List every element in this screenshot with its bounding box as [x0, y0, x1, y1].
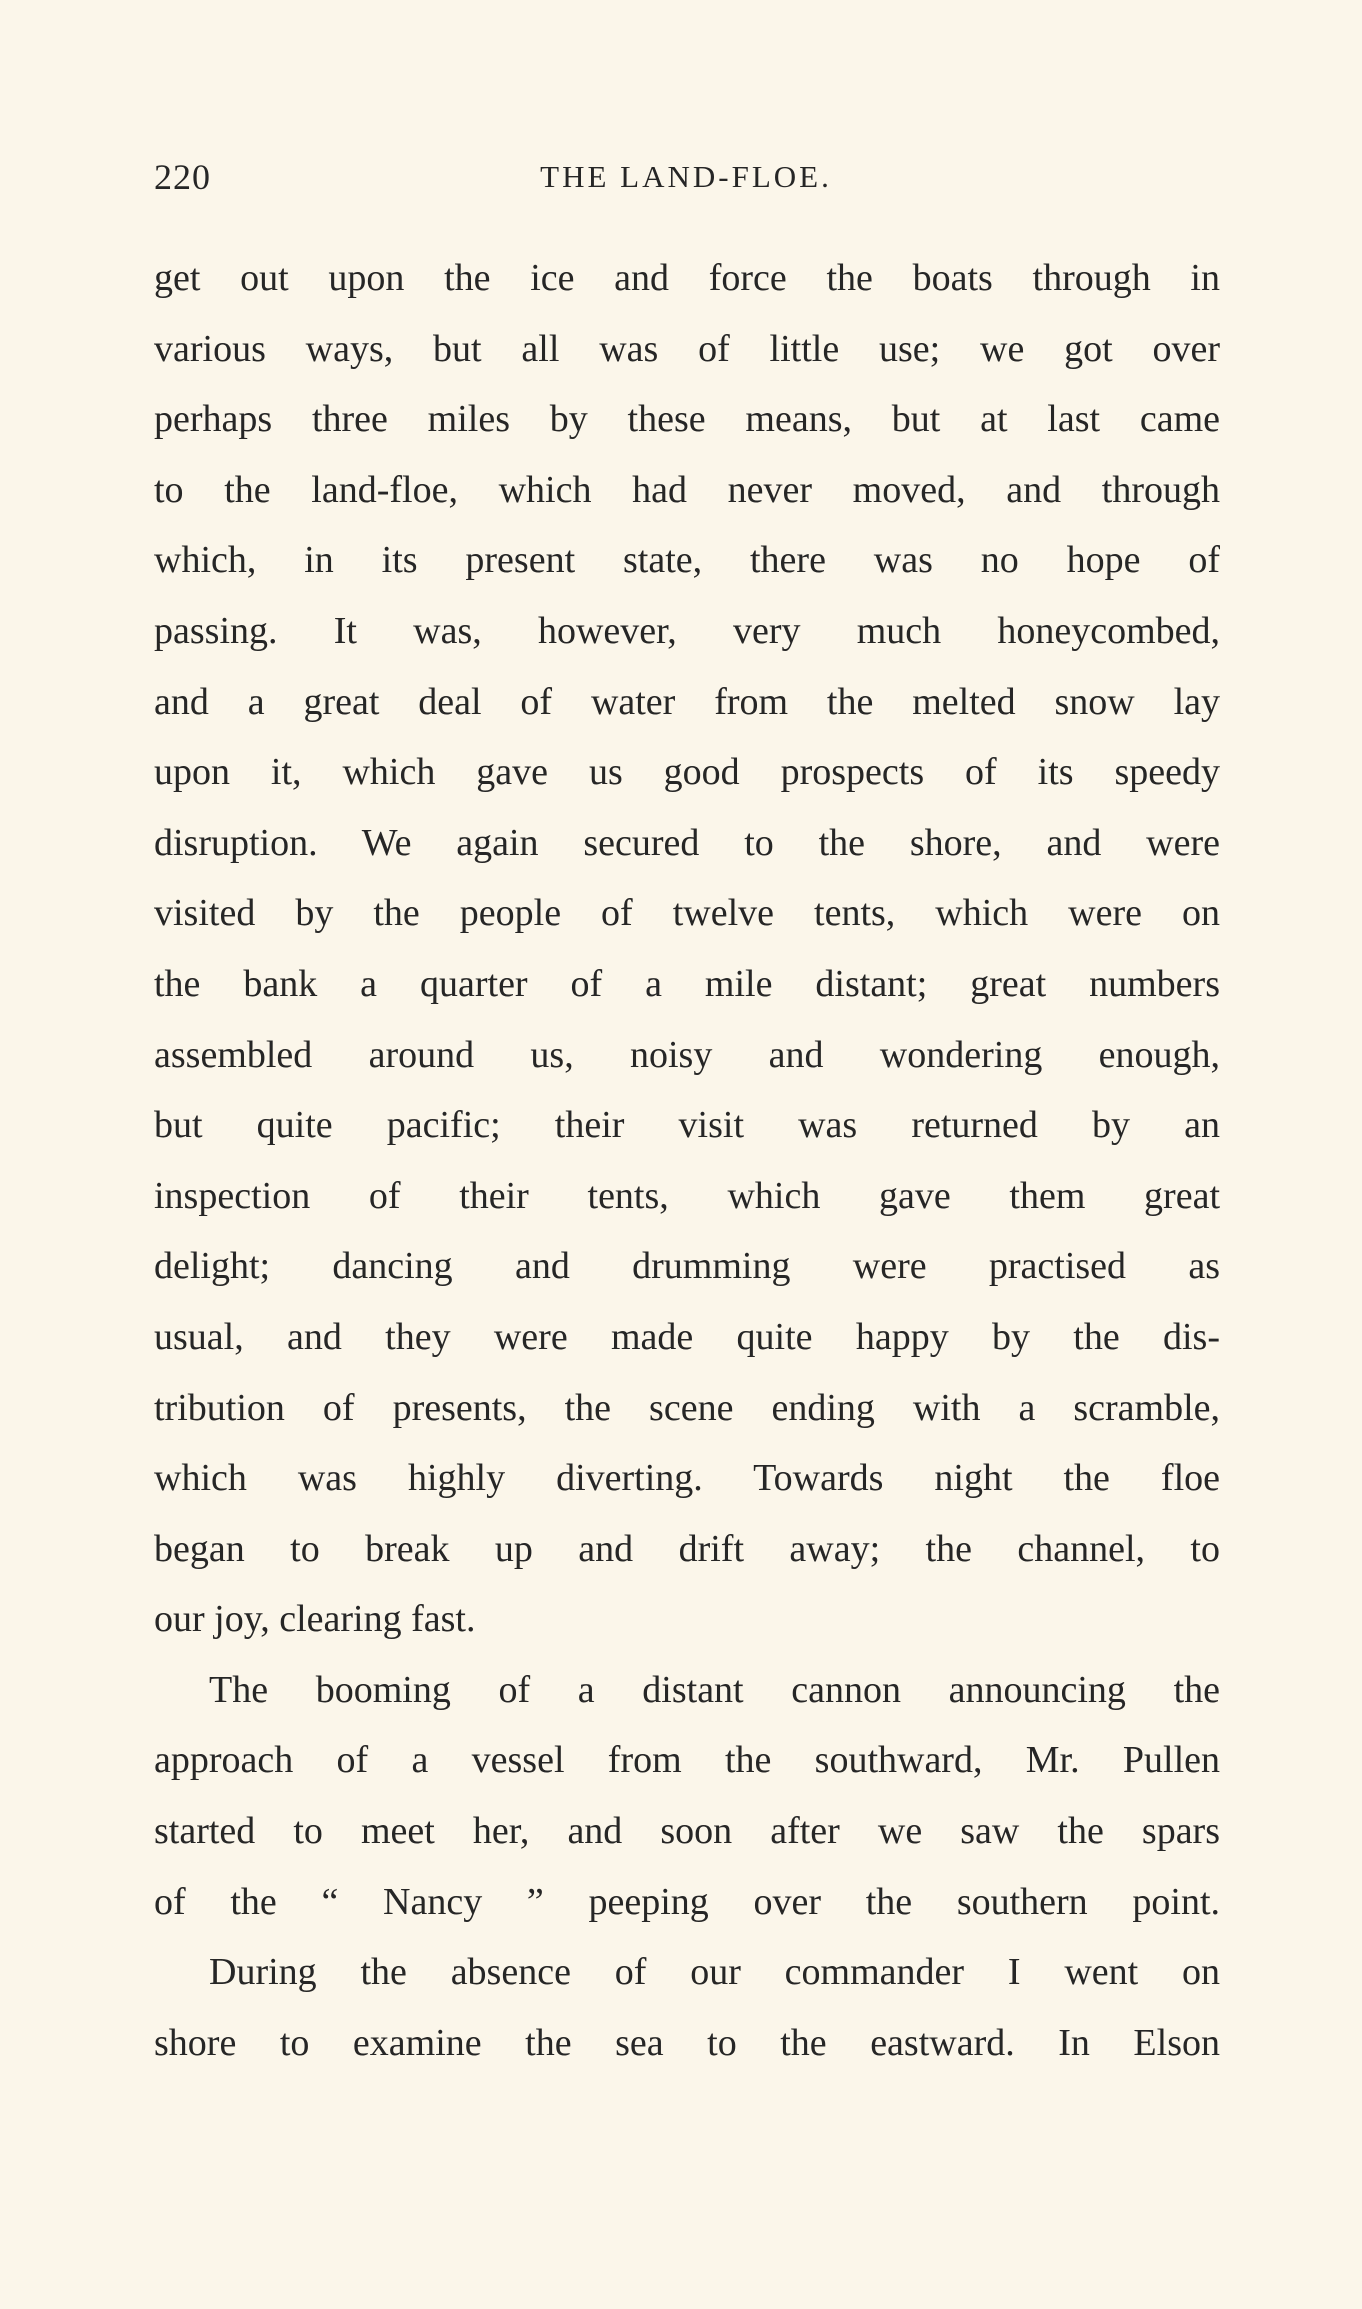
body-text [154, 243, 1220, 2078]
text-line: to the land-floe, which had never moved, and through [154, 468, 1220, 511]
text-line: but quite pacific; their visit was returned by an [154, 1104, 1220, 1147]
text-line: shore to examine the sea to the eastward. In Elson [154, 2021, 1220, 2064]
text-line: started to meet her, and soon after we saw the spars [154, 1810, 1220, 1853]
text-line: upon it, which gave us good prospects of its speedy [154, 751, 1220, 794]
text-line: assembled around us, noisy and wondering enough, [154, 1033, 1220, 1076]
text-line: which was highly diverting. Towards night the floe [154, 1457, 1220, 1500]
text-line: tribution of presents, the scene ending with a scramble, [154, 1386, 1220, 1429]
text-line: and a great deal of water from the melted snow lay [154, 680, 1220, 723]
text-line: passing. It was, however, very much honeycombed, [154, 609, 1220, 652]
text-line: various ways, but all was of little use; we got over [154, 327, 1220, 370]
text-line: inspection of their tents, which gave them great [154, 1174, 1220, 1217]
text-line: delight; dancing and drumming were practised as [154, 1245, 1220, 1288]
text-line: our joy, clearing fast. [154, 1598, 476, 1641]
text-line: During the absence of our commander I went on [209, 1951, 1220, 1994]
text-line: perhaps three miles by these means, but at last came [154, 398, 1220, 441]
text-line: usual, and they were made quite happy by the dis- [154, 1315, 1220, 1358]
text-line: the bank a quarter of a mile distant; great numbers [154, 962, 1220, 1005]
text-line: of the “ Nancy ” peeping over the southern point. [154, 1880, 1220, 1923]
text-line: get out upon the ice and force the boats through in [154, 257, 1220, 299]
page-number: 220 [154, 157, 211, 197]
text-line: disruption. We again secured to the shore, and were [154, 821, 1220, 864]
text-line: The booming of a distant cannon announcing the [209, 1668, 1220, 1711]
running-title: THE LAND-FLOE. [540, 159, 832, 194]
text-line: approach of a vessel from the southward, Mr. Pullen [154, 1739, 1220, 1782]
text-line: began to break up and drift away; the channel, to [154, 1527, 1220, 1570]
text-line: visited by the people of twelve tents, which were on [154, 892, 1220, 935]
text-line: which, in its present state, there was no hope of [154, 539, 1220, 582]
page-header [154, 152, 1218, 202]
